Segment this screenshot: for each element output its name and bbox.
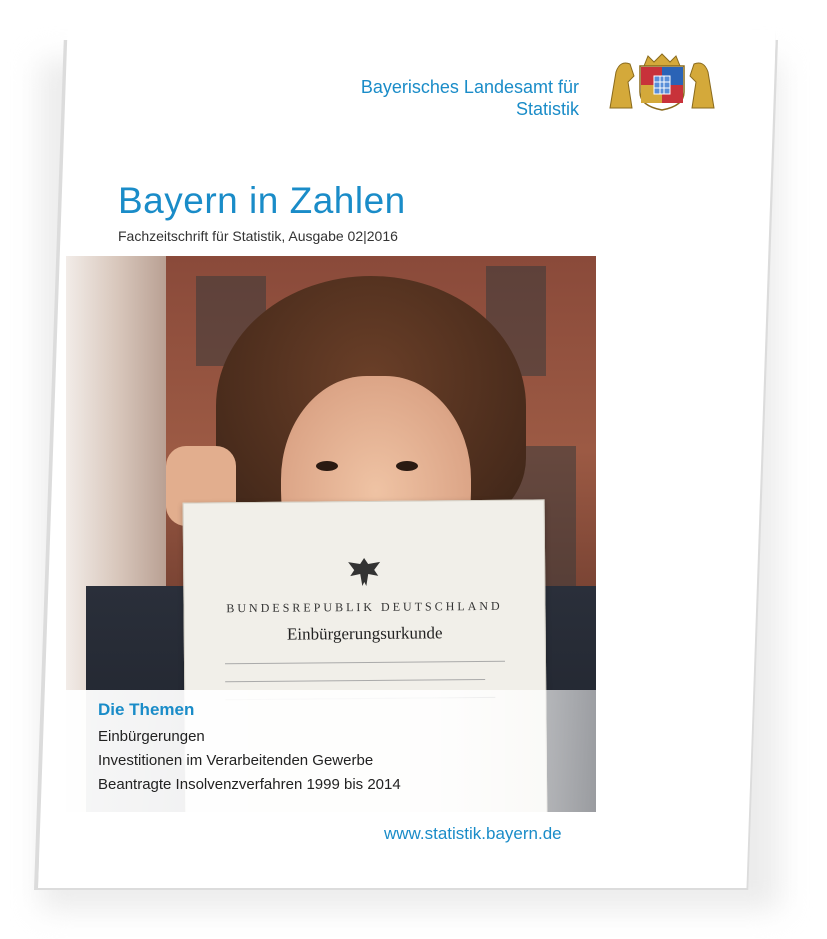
- certificate-header: BUNDESREPUBLIK DEUTSCHLAND: [226, 598, 503, 616]
- child-eye-right: [396, 461, 418, 471]
- federal-eagle-icon: [344, 554, 384, 590]
- publisher-line-1: Bayerisches Landesamt für: [360, 77, 579, 97]
- certificate-line: [225, 679, 485, 682]
- theme-item: Investitionen im Verarbeitenden Gewerbe: [98, 752, 374, 769]
- theme-item: Beantragte Insolvenzverfahren 1999 bis 2014: [98, 776, 401, 793]
- theme-item: Einbürgerungen: [98, 728, 205, 745]
- publisher-name: [361, 76, 579, 120]
- magazine-subtitle: Fachzeitschrift für Statistik, Ausgabe 02|2016: [118, 228, 398, 244]
- certificate-line: [225, 661, 505, 664]
- bavaria-coat-of-arms-icon: [606, 52, 718, 112]
- magazine-title: Bayern in Zahlen: [118, 180, 406, 221]
- website-link[interactable]: www.statistik.bayern.de: [384, 824, 562, 843]
- child-eye-left: [316, 461, 338, 471]
- certificate-title: Einbürgerungsurkunde: [286, 623, 443, 644]
- publisher-line-2: Statistik: [515, 99, 579, 119]
- themes-heading: Die Themen: [98, 700, 195, 719]
